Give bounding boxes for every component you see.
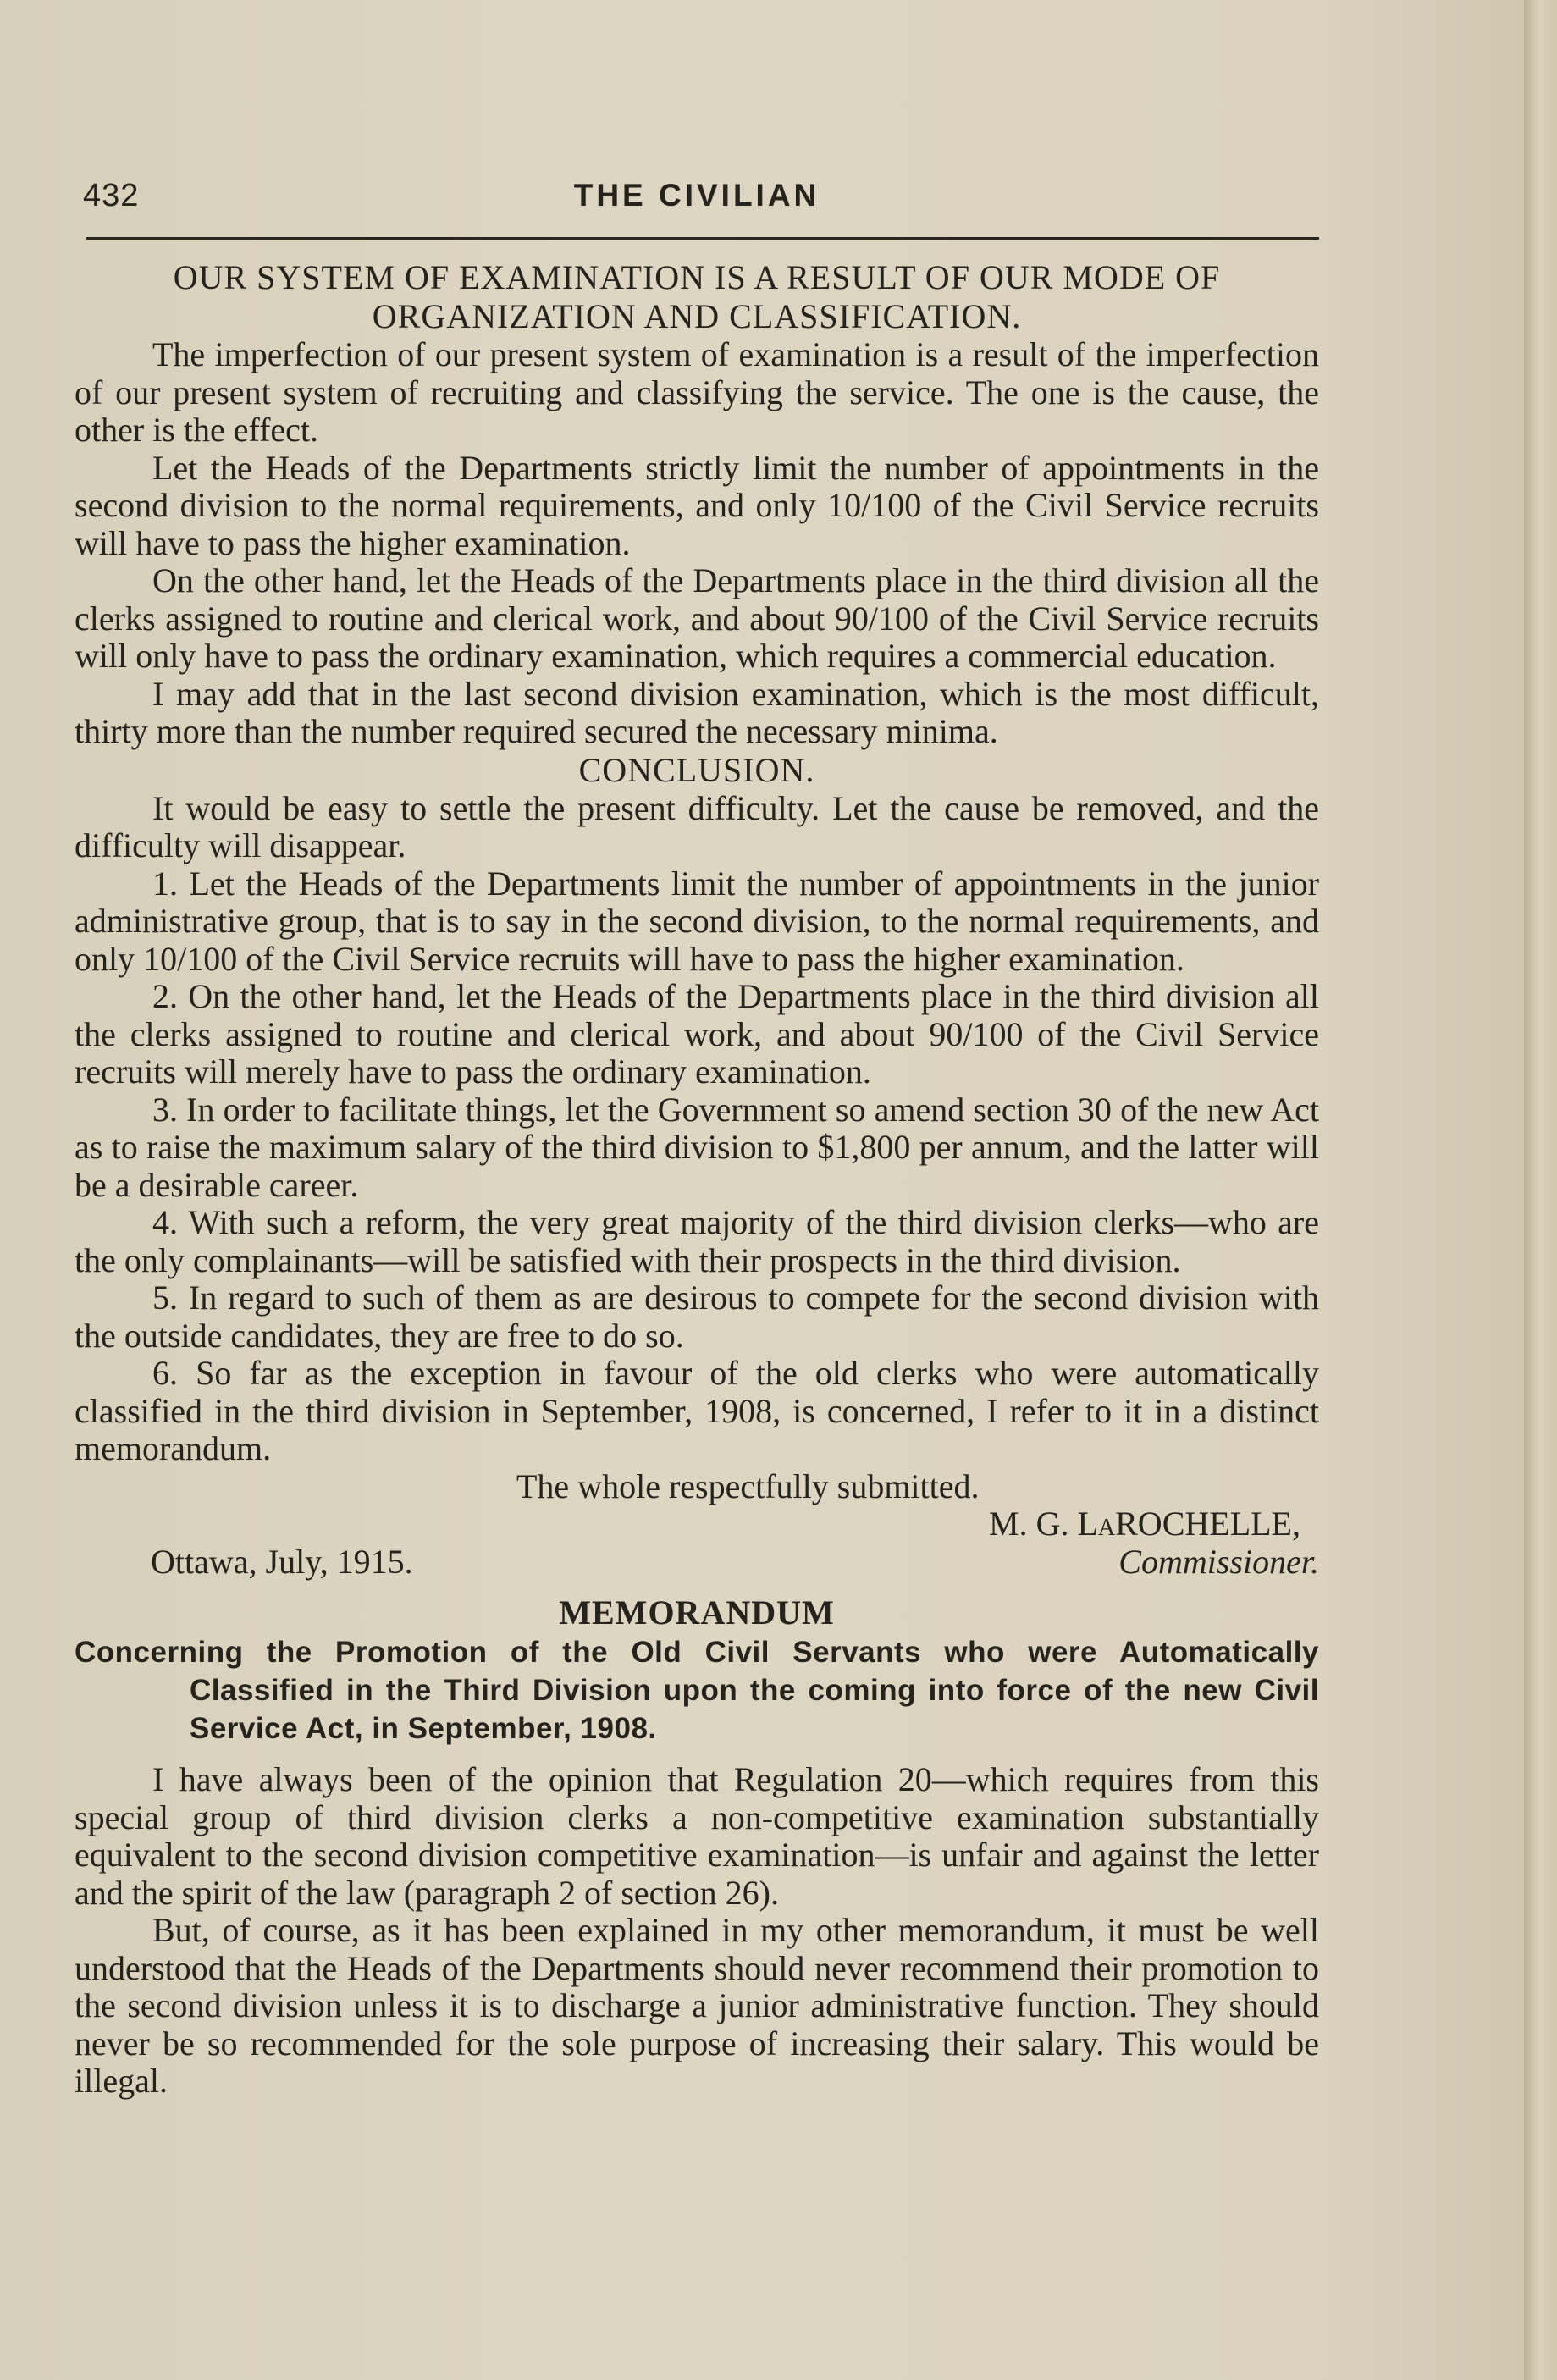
paragraph: But, of course, as it has been explained in my other memorandum, it must be well understood that the Heads of the Departments should never recommend their promotion to the second division unless it is to discharge a junior administrative function. They should never be so recommended for the sole purpose of increasing their salary. This would be illegal. — [75, 1911, 1319, 2100]
submitted-statement: The whole respectfully submitted. — [516, 1466, 980, 1505]
paragraph: I may add that in the last second division examination, which is the most difficult, thirty more than the number required secured the necessary minima. — [75, 674, 1319, 750]
book-spine — [1524, 0, 1557, 2380]
page-content — [75, 178, 1319, 2101]
numbered-paragraph: 1. Let the Heads of the Departments limit the number of appointments in the junior administrative group, that is to say in the second division, to the normal requirements, and only 10/100 of the Civil Service recruits will have to pass the higher examination. — [75, 864, 1319, 978]
place-date: Ottawa, July, 1915. — [151, 1542, 413, 1581]
numbered-paragraph: 5. In regard to such of them as are desirous to compete for the second division with the outside candidates, they are free to do so. — [75, 1278, 1319, 1355]
header-rule — [86, 237, 1319, 240]
journal-title: THE CIVILIAN — [573, 178, 820, 213]
numbered-paragraph: 6. So far as the exception in favour of the old clerks who were automatically classified in the third division in September, 1908, is concerned, I refer to it in a distinct memorandum. — [75, 1354, 1319, 1467]
numbered-paragraph: 2. On the other hand, let the Heads of the Departments place in the third division all the clerks assigned to routine and clerical work, and about 90/100 of the Civil Service recruits will merely have to pass the ordinary examination. — [75, 977, 1319, 1091]
signoff-submitted-line — [75, 1468, 1319, 1506]
memorandum-subtitle: Concerning the Promotion of the Old Civil Servants who were Automatically Classified in the Third Division upon the coming into force of the new Civil Service Act, in September, 1908. — [75, 1636, 1319, 1745]
numbered-paragraph: 3. In order to facilitate things, let the Government so amend section 30 of the new Act as to raise the maximum salary of the third division to $1,800 per annum, and the latter will be a desirable career. — [75, 1090, 1319, 1204]
numbered-paragraph: 4. With such a reform, the very great majority of the third division clerks—who are the only complainants—will be satisfied with their prospects in the third division. — [75, 1203, 1319, 1279]
paragraph: The imperfection of our present system of examination is a result of the imperfection of our present system of recruiting and classifying the service. The one is the cause, the other is the effect. — [75, 335, 1319, 449]
page-number: 432 — [83, 178, 140, 213]
section-heading: OUR SYSTEM OF EXAMINATION IS A RESULT OF OUR MODE OF ORGANIZATION AND CLASSIFICATION. — [173, 258, 1221, 335]
running-head — [75, 178, 1319, 229]
paragraph: On the other hand, let the Heads of the Departments place in the third division all the clerks assigned to routine and clerical work, and about 90/100 of the Civil Service recruits will only have to pass the ordinary examination, which requires a commercial education. — [75, 561, 1319, 675]
memorandum-title: MEMORANDUM — [559, 1593, 835, 1632]
paragraph: Let the Heads of the Departments strictly limit the number of appointments in the second division to the normal requirements, and only 10/100 of the Civil Service recruits will have to pass the higher examination. — [75, 448, 1319, 562]
conclusion-heading: CONCLUSION. — [578, 750, 815, 789]
paragraph: I have always been of the opinion that Regulation 20—which requires from this special group of third division clerks a non-competitive examination substantially equivalent to the second division competitive examination—is unfair and against the letter and the spirit of the law (paragraph 2 of section 26). — [75, 1760, 1319, 1912]
signoff-signature-line — [75, 1505, 1319, 1543]
signature: M. G. LaROCHELLE, — [989, 1505, 1300, 1543]
paragraph: It would be easy to settle the present difficulty. Let the cause be removed, and the difficulty will disappear. — [75, 788, 1319, 864]
signoff-date-line — [75, 1543, 1319, 1582]
signatory-title: Commissioner. — [1118, 1542, 1319, 1581]
